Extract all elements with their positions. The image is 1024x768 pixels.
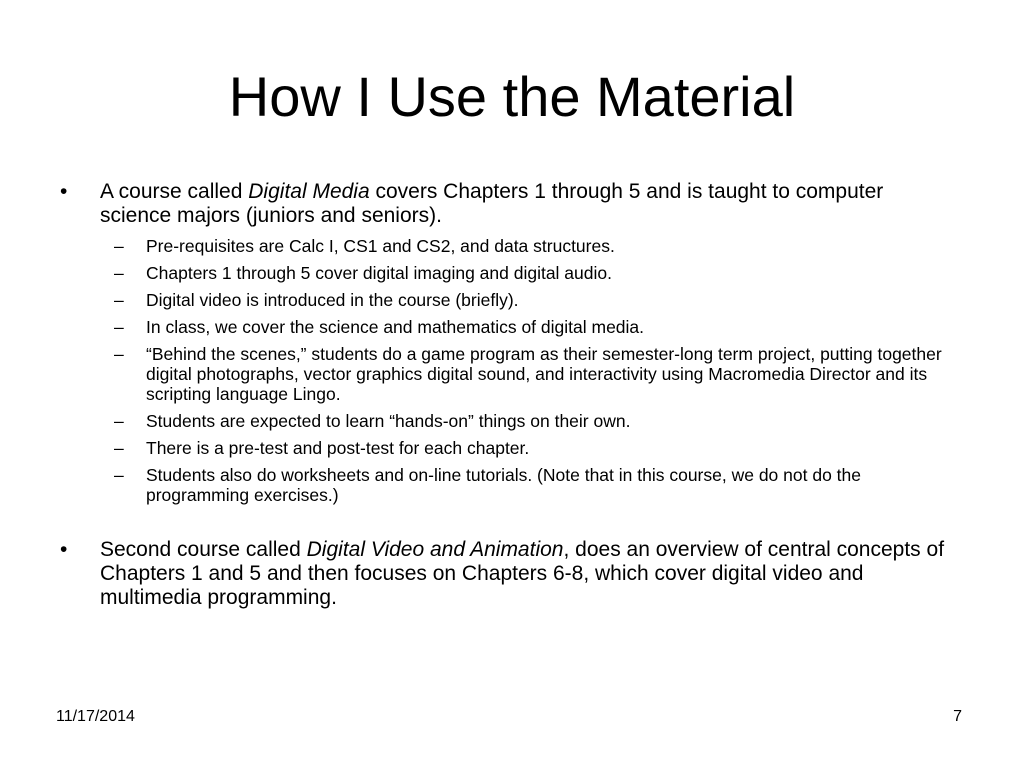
dash-marker: – xyxy=(114,236,124,256)
bullet-1 xyxy=(56,180,956,228)
dash-marker: – xyxy=(114,317,124,337)
sub-bullet xyxy=(56,263,956,283)
sub-bullet-text: There is a pre-test and post-test for each chapter. xyxy=(146,438,530,458)
dash-marker: – xyxy=(114,263,124,283)
sub-bullet xyxy=(56,344,956,404)
dash-marker: – xyxy=(114,411,124,431)
sub-bullet-text: Students are expected to learn “hands-on” things on their own. xyxy=(146,411,631,431)
sub-bullet-text: Chapters 1 through 5 cover digital imaging and digital audio. xyxy=(146,263,612,283)
sub-bullet xyxy=(56,465,956,505)
sub-bullet-text: Pre-requisites are Calc I, CS1 and CS2, and data structures. xyxy=(146,236,615,256)
sub-bullet xyxy=(56,290,956,310)
sub-bullet-text: Digital video is introduced in the course (briefly). xyxy=(146,290,519,310)
footer-date: 11/17/2014 xyxy=(56,708,135,725)
sub-bullet xyxy=(56,236,956,256)
dash-marker: – xyxy=(114,344,124,364)
bullet-2-post: , does an overview of central concepts of Chapters 1 and 5 and then focuses on Chapters 6-8, which cover digital video and multimedia programming. xyxy=(100,538,945,609)
bullet-marker: • xyxy=(60,538,68,561)
bullet-1-course-name: Digital Media xyxy=(248,180,370,203)
slide-number: 7 xyxy=(953,708,962,725)
bullet-1-pre: A course called xyxy=(100,180,249,203)
bullet-1-post: covers Chapters 1 through 5 and is taught to computer science majors (juniors and seniors). xyxy=(100,180,884,227)
sub-bullet xyxy=(56,411,956,431)
slide-title: How I Use the Material xyxy=(228,65,796,128)
dash-marker: – xyxy=(114,438,124,458)
bullet-marker: • xyxy=(60,180,68,203)
sub-bullet xyxy=(56,438,956,458)
sub-bullet-text: “Behind the scenes,” students do a game program as their semester-long term project, putting together digital photographs, vector graphics digital sound, and interactivity using Macromedia Director and its scripting language Lingo. xyxy=(146,344,942,404)
sub-bullet-list xyxy=(56,236,956,505)
sub-bullet-text: In class, we cover the science and mathematics of digital media. xyxy=(146,317,645,337)
bullet-2 xyxy=(56,538,956,610)
dash-marker: – xyxy=(114,465,124,485)
dash-marker: – xyxy=(114,290,124,310)
sub-bullet-text: Students also do worksheets and on-line tutorials. (Note that in this course, we do not do the programming exercises.) xyxy=(146,465,861,505)
slide-body xyxy=(56,180,956,610)
bullet-2-pre: Second course called xyxy=(100,538,307,561)
sub-bullet xyxy=(56,317,956,337)
bullet-2-course-name: Digital Video and Animation xyxy=(306,538,564,561)
